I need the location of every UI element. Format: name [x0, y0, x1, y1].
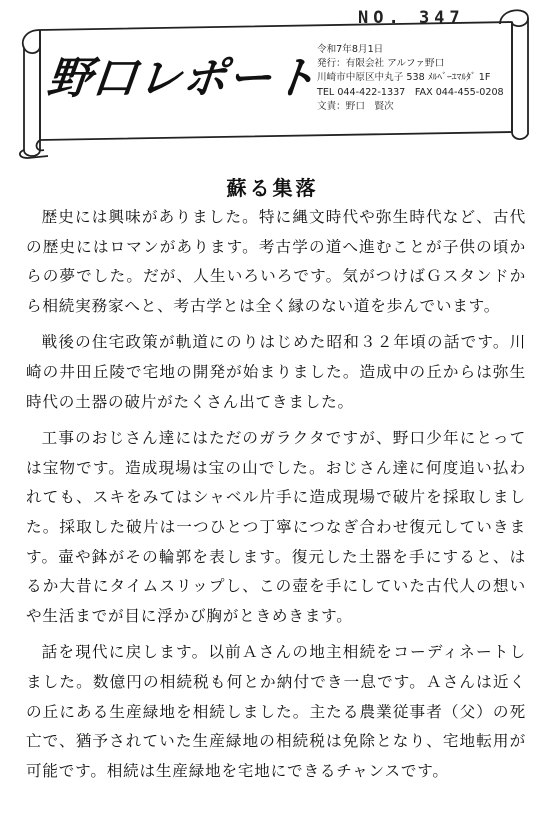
paragraph: 工事のおじさん達にはただのガラクタですが、野口少年にとっては宝物です。造成現場は宝の山でした。おじさん達に何度追い払われても、スキをみてはシャベル片手に造成現場で破片を採取しました。採取した破片は一つひとつ丁寧につなぎ合わせ復元していきます。壷や鉢がその輪郭を表します。復元した土器を手にすると、はるか大昔にタイムスリップし、この壺を手にしていた古代人の想いや生活までが目に浮かび胸がときめきます。 — [26, 429, 526, 625]
paragraph: 戦後の住宅政策が軌道にのりはじめた昭和３２年頃の話です。川崎の井田丘陵で宅地の開発が始まりました。造成中の丘からは弥生時代の土器の破片がたくさん出てきました。 — [26, 333, 526, 411]
paragraph: 話を現代に戻します。以前Ａさんの地主相続をコーディネートしました。数億円の相続税も何とか納付でき一息です。Ａさんは近くの丘にある生産緑地を相続しました。主たる農業従事者（父）の死亡で、猶予されていた生産緑地の相続税は免除となり、宅地転用が可能です。相続は生産緑地を宅地にできるチャンスです。 — [26, 643, 526, 780]
author: 文責：野口 賢次 — [317, 100, 394, 112]
header-banner — [0, 0, 545, 160]
paragraph: 歴史には興味がありました。特に縄文時代や弥生時代など、古代の歴史にはロマンがあります。考古学の道へ進むことが子供の頃からの夢でした。だが、人生いろいろです。気がつけばＧスタンドから相続実務家へと、考古学とは全く縁のない道を歩んでいます。 — [26, 208, 526, 315]
contact-numbers: TEL 044-422-1337 FAX 044-455-0208 — [317, 86, 504, 98]
publisher: 発行：有限会社 アルファ野口 — [317, 58, 445, 70]
article-body — [26, 203, 526, 793]
issue-date: 令和7年8月1日 — [317, 44, 384, 55]
newsletter-title: 野口レポート — [44, 53, 321, 104]
publication-info — [317, 43, 532, 114]
address: 川崎市中原区中丸子 538 ﾒﾙﾍﾞｰﾕﾏﾙﾀﾞ 1F — [317, 72, 491, 84]
issue-number: NO. 347 — [358, 8, 465, 28]
article-title: 蘇る集落 — [226, 176, 319, 200]
